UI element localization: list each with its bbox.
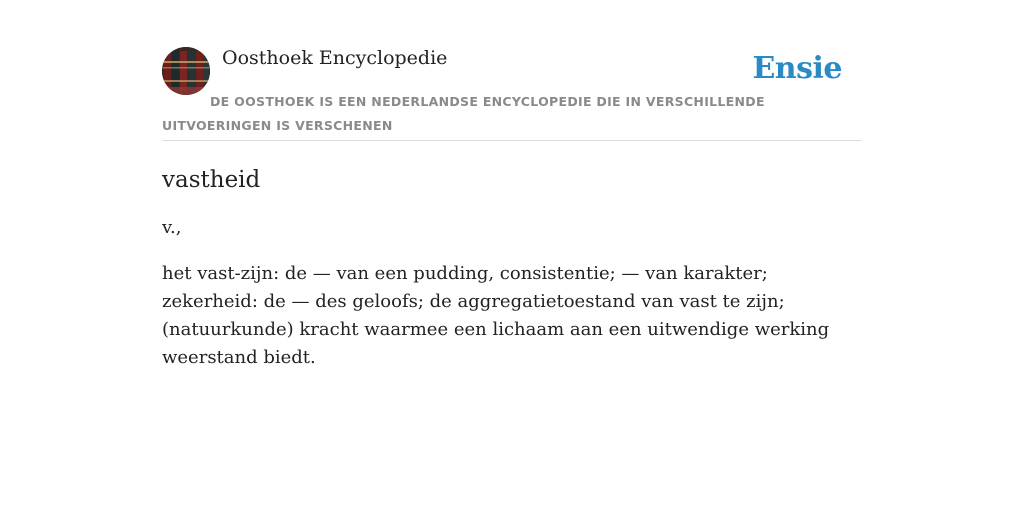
encyclopedia-books-icon[interactable] (162, 47, 210, 95)
source-header (162, 46, 862, 141)
source-description: DE OOSTHOEK IS EEN NEDERLANDSE ENCYCLOPEDIE DIE IN VERSCHILLENDE UITVOERINGEN IS VERSCHENEN (162, 94, 765, 133)
entry-grammar: v., (162, 217, 182, 238)
entry-title: vastheid (162, 167, 261, 193)
page-container (162, 46, 862, 372)
ensie-logo-link[interactable]: Ensie (752, 51, 842, 86)
source-title[interactable]: Oosthoek Encyclopedie (222, 47, 448, 69)
entry-definition: het vast-zijn: de — van een pudding, consistentie; — van karakter; zekerheid: de — des geloofs; de aggregatietoestand van vast te zijn; (natuurkunde) kracht waarmee een lichaam aan een uitwendige werking weerstand biedt. (162, 263, 830, 368)
